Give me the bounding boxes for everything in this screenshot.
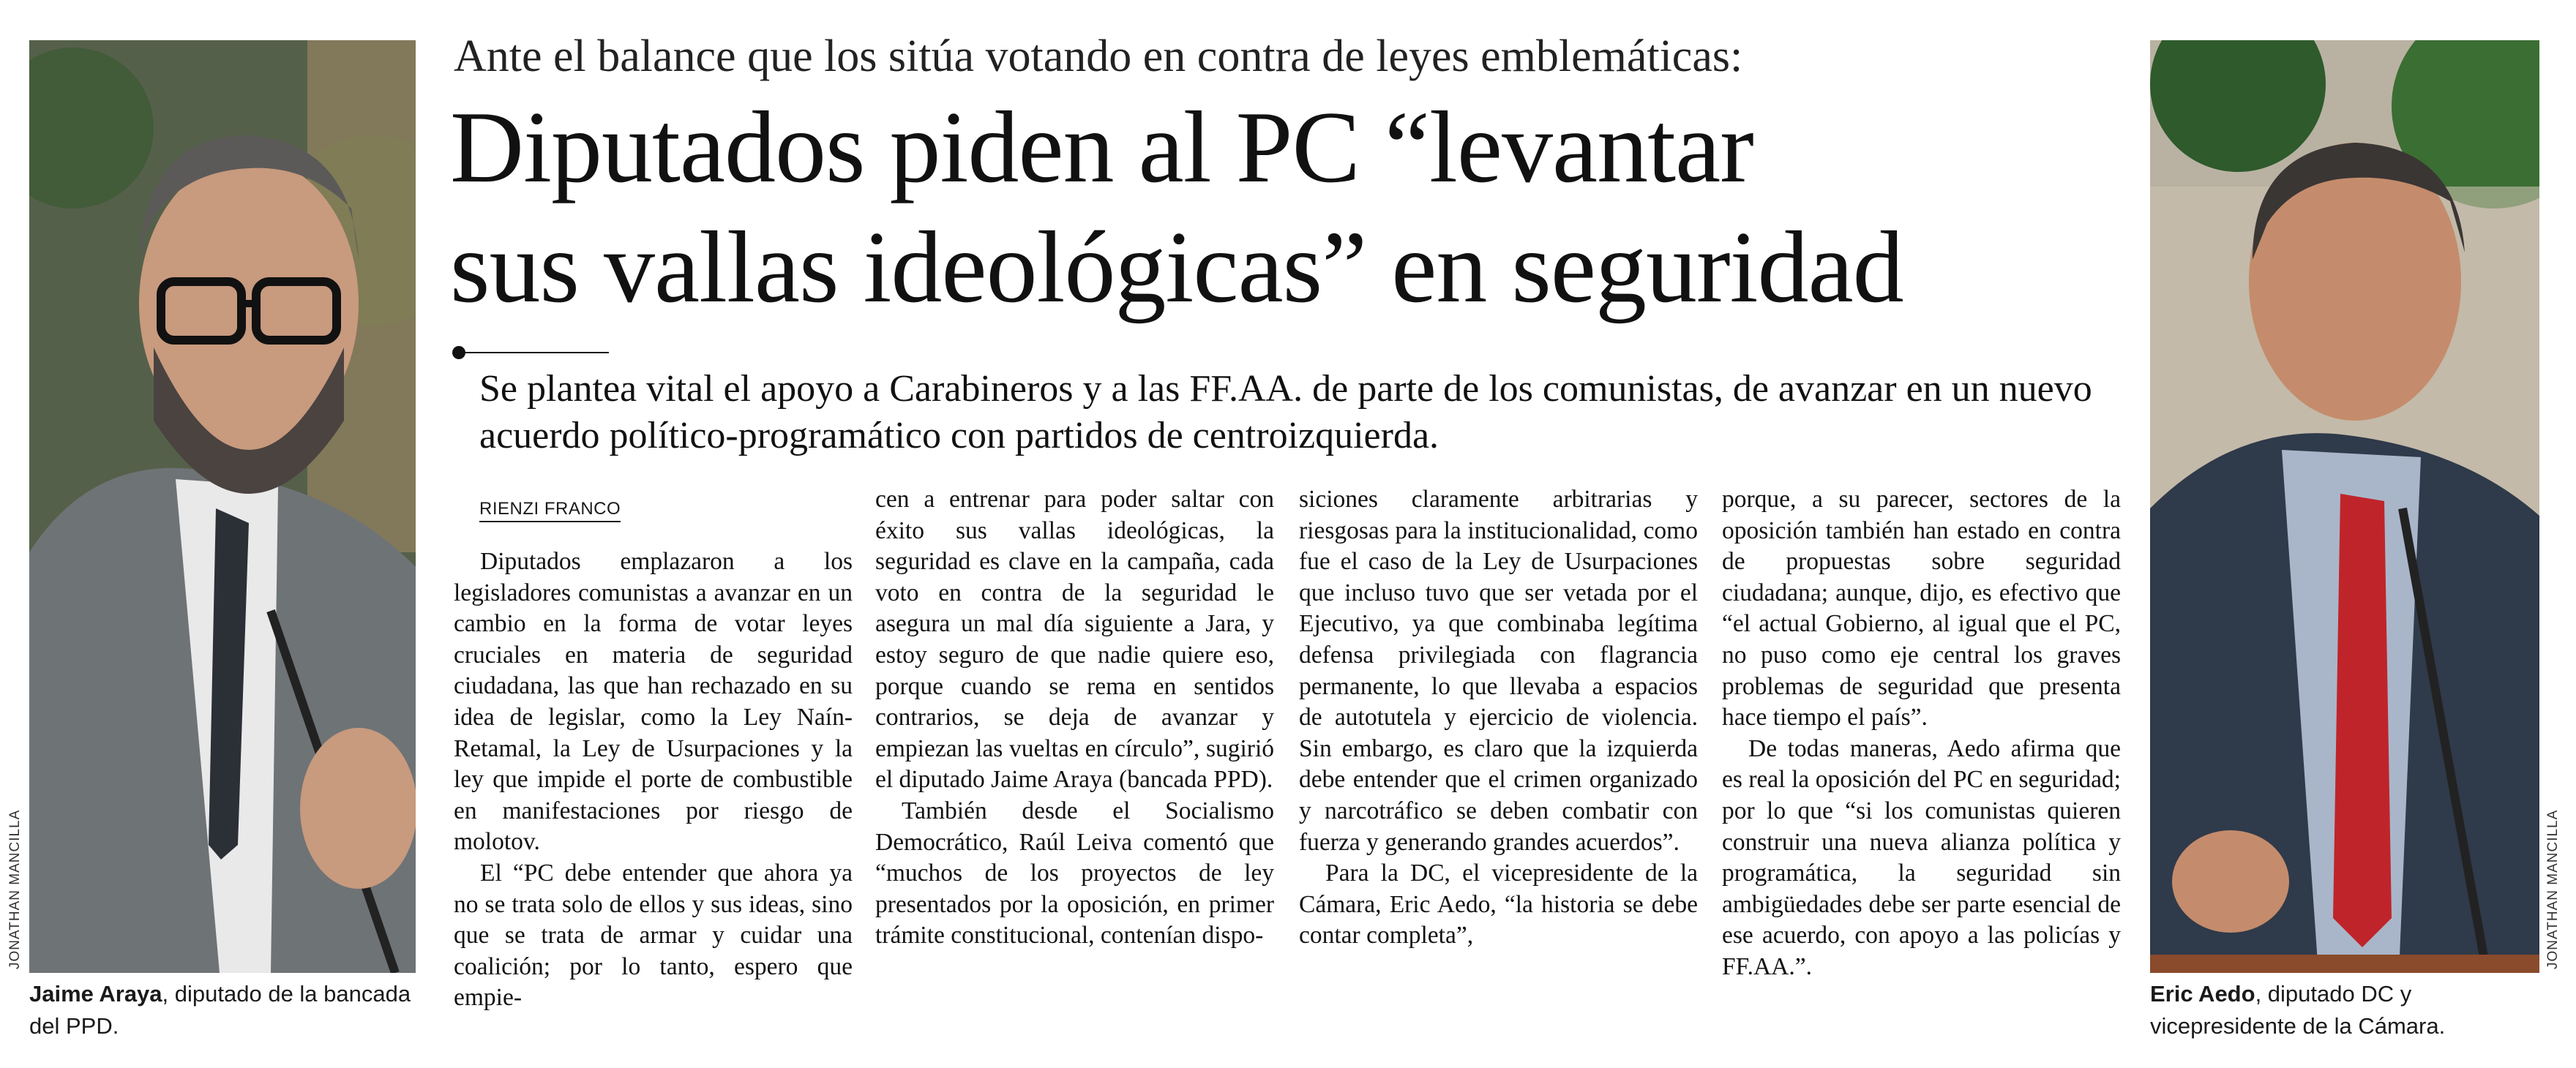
caption-name-right: Eric Aedo [2150, 981, 2255, 1007]
paragraph: Diputados emplazaron a los legisladores comunistas a avanzar en un cambio en la forma de votar leyes cruciales en materia de seguridad ciudadana, las que han rechazado en su idea de legislar, como la Ley Naín-Retamal, la Ley de Usurpaciones y la ley que impide el porte de combustible en manifestaciones por riesgo de molotov. [454, 548, 853, 856]
paragraph: De todas maneras, Aedo afirma que es real la oposición del PC en seguridad; por lo que “si los comunistas quieren construir una nueva alianza política y programática, la seguridad sin ambigüedades debe ser parte esencial de ese acuerdo, con apoyo a las policías y FF.AA.”. [1722, 734, 2121, 980]
caption-text-left: , diputado de la bancada del PPD. [29, 981, 411, 1039]
paragraph: El “PC debe entender que ahora ya no se trata solo de ellos y sus ideas, sino que se trata de armar y cuidar una coalición; por lo tanto, espero que empie- [454, 859, 853, 1012]
body-column-4 [1722, 484, 2121, 983]
photo-credit-right: JONATHAN MANCILLA [2545, 809, 2561, 969]
headline-line-1: Diputados piden al PC “levantar [450, 91, 1753, 204]
deck-summary: Se plantea vital el apoyo a Carabineros y a las FF.AA. de parte de los comunistas, de avanzar en un nuevo acuerdo político-programático con partidos de centroizquierda. [479, 368, 2092, 456]
caption-name-left: Jaime Araya [29, 981, 162, 1007]
kicker: Ante el balance que los sitúa votando en contra de leyes emblemáticas: [454, 31, 1743, 81]
photo-credit-left: JONATHAN MANCILLA [7, 809, 23, 969]
paragraph: porque, a su parecer, sectores de la oposición también han estado en contra de propuestas sobre seguridad ciudadana; aunque, dijo, es efectivo que “el actual Gobierno, al igual que el PC, no puso como eje central los graves problemas de seguridad que presenta hace tiempo el país”. [1722, 486, 2121, 732]
photo-jaime-araya [29, 40, 416, 973]
caption-text-right: , diputado DC y vicepresidente de la Cámara. [2150, 981, 2446, 1039]
paragraph: cen a entrenar para poder saltar con éxito sus vallas ideológicas, la seguridad es clave en la campaña, cada voto en contra de la seguridad le asegura un mal día siguiente a Jara, y estoy seguro de que nadie quiere eso, porque cuando se rema en sentidos contrarios, se deja de avanzar y empiezan las vueltas en círculo”, sugirió el diputado Jaime Araya (bancada PPD). [875, 486, 1274, 794]
headline-line-2: sus vallas ideológicas” en seguridad [450, 211, 1903, 324]
headline [450, 88, 2133, 328]
body-column-1 [454, 546, 853, 1014]
photo-eric-aedo [2150, 40, 2539, 973]
paragraph: siciones claramente arbitrarias y riesgosas para la institucionalidad, como fue el caso de la Ley de Usurpaciones que incluso tuvo que ser vetada por el Ejecutivo, ya que combinaba legítima defensa privilegiada con flagrancia permanente, lo que llevaba a espacios de autotutela y ejercicio de violencia. Sin embargo, es claro que la izquierda debe entender que el crimen organizado y narcotráfico se deben combatir con fuerza y generando grandes acuerdos”. [1299, 486, 1698, 856]
rule-line [463, 352, 609, 353]
portrait-illustration-right [2150, 40, 2539, 973]
body-column-2 [875, 484, 1274, 952]
paragraph: También desde el Socialismo Democrático, Raúl Leiva comentó que “muchos de los proyectos de ley presentados por la oposición, en primer trámite constitucional, contenían dispo- [875, 797, 1274, 949]
photo-caption-right [2150, 978, 2545, 1042]
photo-caption-left [29, 978, 424, 1042]
paragraph: Para la DC, el vicepresidente de la Cámara, Eric Aedo, “la historia se debe contar completa”, [1299, 860, 1698, 949]
byline: RIENZI FRANCO [479, 499, 621, 522]
portrait-illustration-left [29, 40, 416, 973]
body-column-3 [1299, 484, 1698, 952]
